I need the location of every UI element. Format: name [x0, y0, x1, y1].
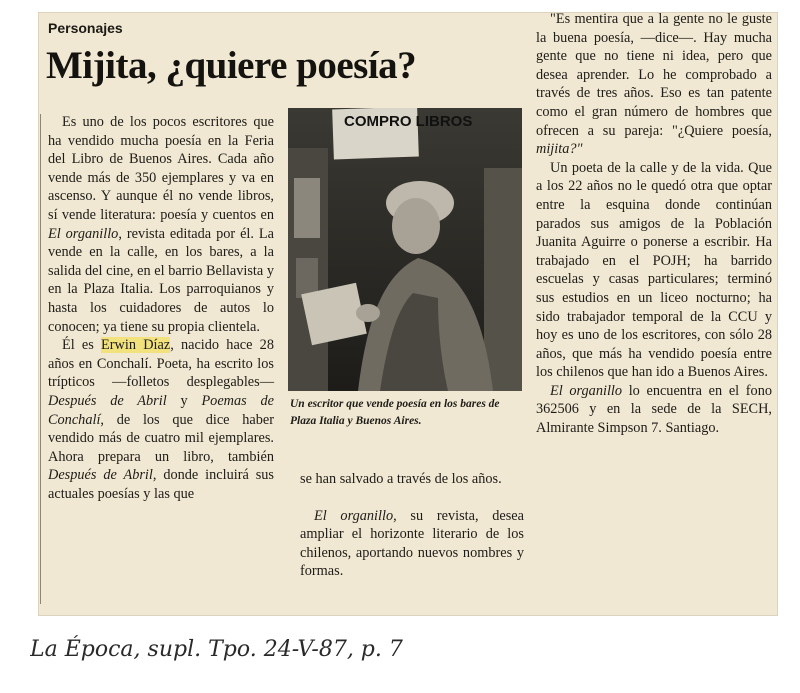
- paragraph-text: , de los que dice haber vendido más de cuatro mil ejemplares. Ahora prepara un libro, también: [48, 411, 274, 465]
- paragraph-text: lo encuentra en el fono 362506 y en la sede de la SECH, Almirante Simpson 7. Santiago.: [536, 382, 772, 437]
- section-kicker: Personajes: [48, 20, 123, 36]
- paragraph-text: , nacido hace 28 años en Conchalí. Poeta, ha escrito los trípticos —folletos desplegables—: [48, 337, 274, 391]
- magazine-title: El organillo: [550, 382, 623, 399]
- handwritten-note: [30, 622, 550, 672]
- book-title: Poemas de Conchalí: [48, 392, 275, 428]
- paragraph-4: [300, 507, 524, 581]
- paragraph-1: [48, 113, 274, 336]
- handwritten-source: La Época, supl. Tpo. 24-V-87, p. 7: [30, 637, 403, 662]
- quote-emphasis: mijita?": [536, 141, 583, 158]
- book-title: Después de Abril: [48, 392, 167, 409]
- paragraph-text: y: [180, 392, 188, 409]
- sign-text: COMPRO LIBROS: [344, 113, 473, 130]
- paragraph-2: [48, 336, 274, 503]
- article-headline: Mijita, ¿quiere poesía?: [46, 44, 417, 87]
- paragraph-5: [536, 10, 772, 159]
- column-rule: [40, 114, 41, 604]
- paragraph-text: Es uno de los pocos escritores que ha vendido mucha poesía en la Feria del Libro de Buenos Aires. Cada año vende más de 350 ejemplares y va en ascenso. Y aunque él no vende libros, sí vende literatura: poesía y cuentos en: [48, 114, 274, 223]
- paragraph-6: Un poeta de la calle y de la vida. Que a los 22 años no le quedó otra que optar entre la esquina donde continúan parados sus amigos de la Población Juanita Aguirre o ponerse a escribir. Ha trabajado en el POJH; ha barrido escuelas y casas particulares; terminó sus estudios en un liceo nocturno; ha sido trabajador temporal de la CCU y hoy es uno de los escritores, con sólo 28 años, que más ha vendido poesía entre los chilenos que han ido a Buenos Aires.: [536, 159, 772, 381]
- paragraph-text: Él es: [62, 337, 94, 354]
- paragraph-text: , revista editada por él. La vende en la calle, en los bares, a la salida del cine, en el barrio Bellavista y en la Plaza Italia. Los parroquianos y hasta los cuidadores de autos lo conocen; ya tiene su propia clientela.: [48, 225, 274, 335]
- magazine-title: El organillo: [48, 225, 119, 242]
- article-column-3: [536, 10, 772, 438]
- photo-illustration: [288, 108, 522, 391]
- magazine-title: El organillo: [314, 507, 394, 524]
- paragraph-text: "Es mentira que a la gente no le guste la buena poesía, —dice—. Hay mucha gente que no tiene ni idea, pero que desea aprender. Lo he comprobado a través de tres años. Eso es tan patente como el gran número de hombres que ofrecen a su pareja: "¿Quiere poesía,: [536, 11, 772, 139]
- paragraph-text: , donde incluirá sus actuales poesías y las que: [48, 467, 274, 502]
- article-column-1: [48, 113, 274, 503]
- book-title: Después de Abril: [48, 467, 153, 484]
- article-photo: [288, 108, 522, 391]
- highlighted-name: Erwin Díaz: [101, 337, 171, 354]
- paragraph-7: [536, 382, 772, 438]
- photo-caption: Un escritor que vende poesía en los bares de Plaza Italia y Buenos Aires.: [290, 398, 500, 427]
- paragraph-3: se han salvado a través de los años.: [300, 471, 502, 487]
- article-column-2: [300, 470, 524, 581]
- paragraph-text: , su revista, desea ampliar el horizonte literario de los chilenos, aportando nuevos nombres y formas.: [300, 507, 524, 580]
